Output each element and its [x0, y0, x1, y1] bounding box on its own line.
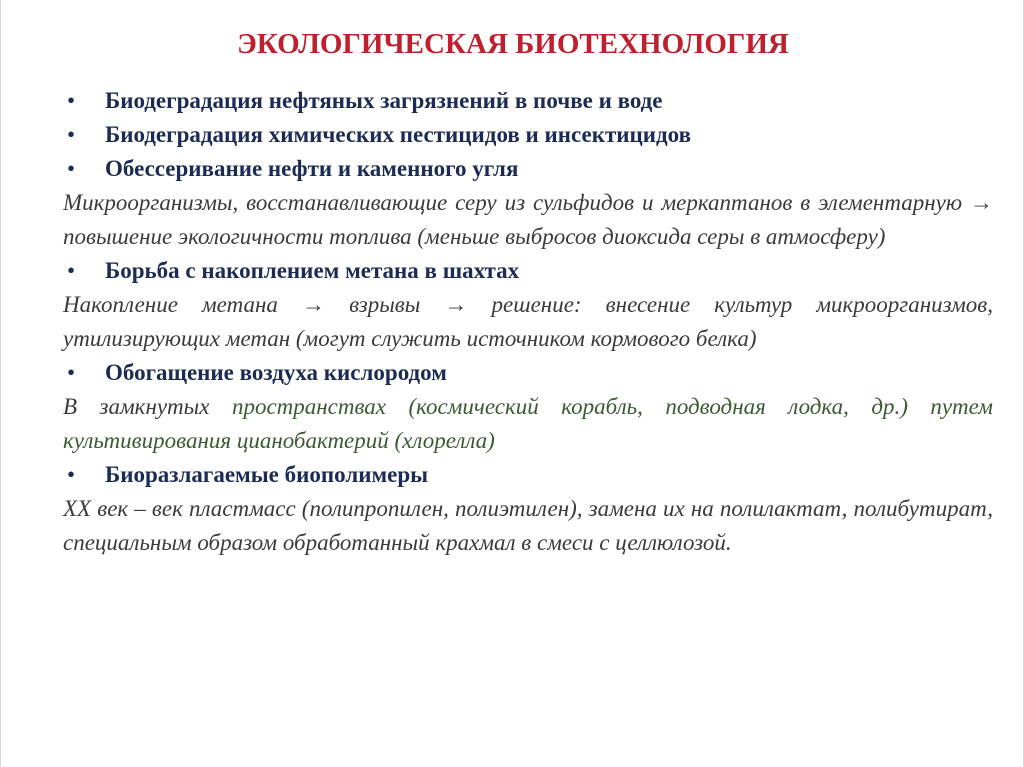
section-text: Накопление метана → взрывы → решение: внесение культур микроорганизмов, утилизирующих метан (могут служить источником кормового белка)	[63, 292, 993, 351]
bullet-item	[63, 458, 993, 492]
section-text-part: В замкнутых	[63, 394, 232, 419]
bullet-heading: Борьба с накоплением метана в шахтах	[105, 258, 520, 283]
section-text: XX век – век пластмасс (полипропилен, полиэтилен), замена их на полилактат, полибутират, специальным образом обработанный крахмал в смеси с целлюлозой.	[63, 496, 993, 555]
bullet-heading: Обессеривание нефти и каменного угля	[105, 156, 519, 181]
bullet-icon: •	[66, 88, 76, 113]
bullet-item	[63, 254, 993, 288]
bullet-heading: Биодеградация нефтяных загрязнений в почве и воде	[105, 88, 663, 113]
section-text: Микроорганизмы, восстанавливающие серу из сульфидов и меркаптанов в элементарную → повышение экологичности топлива (меньше выбросов диоксида серы в атмосферу)	[63, 190, 993, 249]
slide-content	[63, 84, 993, 560]
bullet-icon: •	[66, 360, 76, 385]
slide-title: ЭКОЛОГИЧЕСКАЯ БИОТЕХНОЛОГИЯ	[237, 28, 789, 60]
bullet-heading: Обогащение воздуха кислородом	[105, 360, 447, 385]
bullet-icon: •	[66, 156, 76, 181]
section-text-highlight: пространствах (космический корабль, подводная лодка, др.) путем культивирования цианобактерий (хлорелла)	[63, 394, 993, 453]
bullet-heading: Биодеградация химических пестицидов и инсектицидов	[105, 122, 692, 147]
bullet-item	[63, 118, 993, 152]
bullet-item	[63, 84, 993, 118]
bullet-item	[63, 152, 993, 186]
section-text	[63, 390, 993, 458]
bullet-icon: •	[66, 462, 76, 487]
bullet-icon: •	[66, 122, 76, 147]
bullet-icon: •	[66, 258, 76, 283]
bullet-item	[63, 356, 993, 390]
bullet-heading: Биоразлагаемые биополимеры	[105, 462, 429, 487]
